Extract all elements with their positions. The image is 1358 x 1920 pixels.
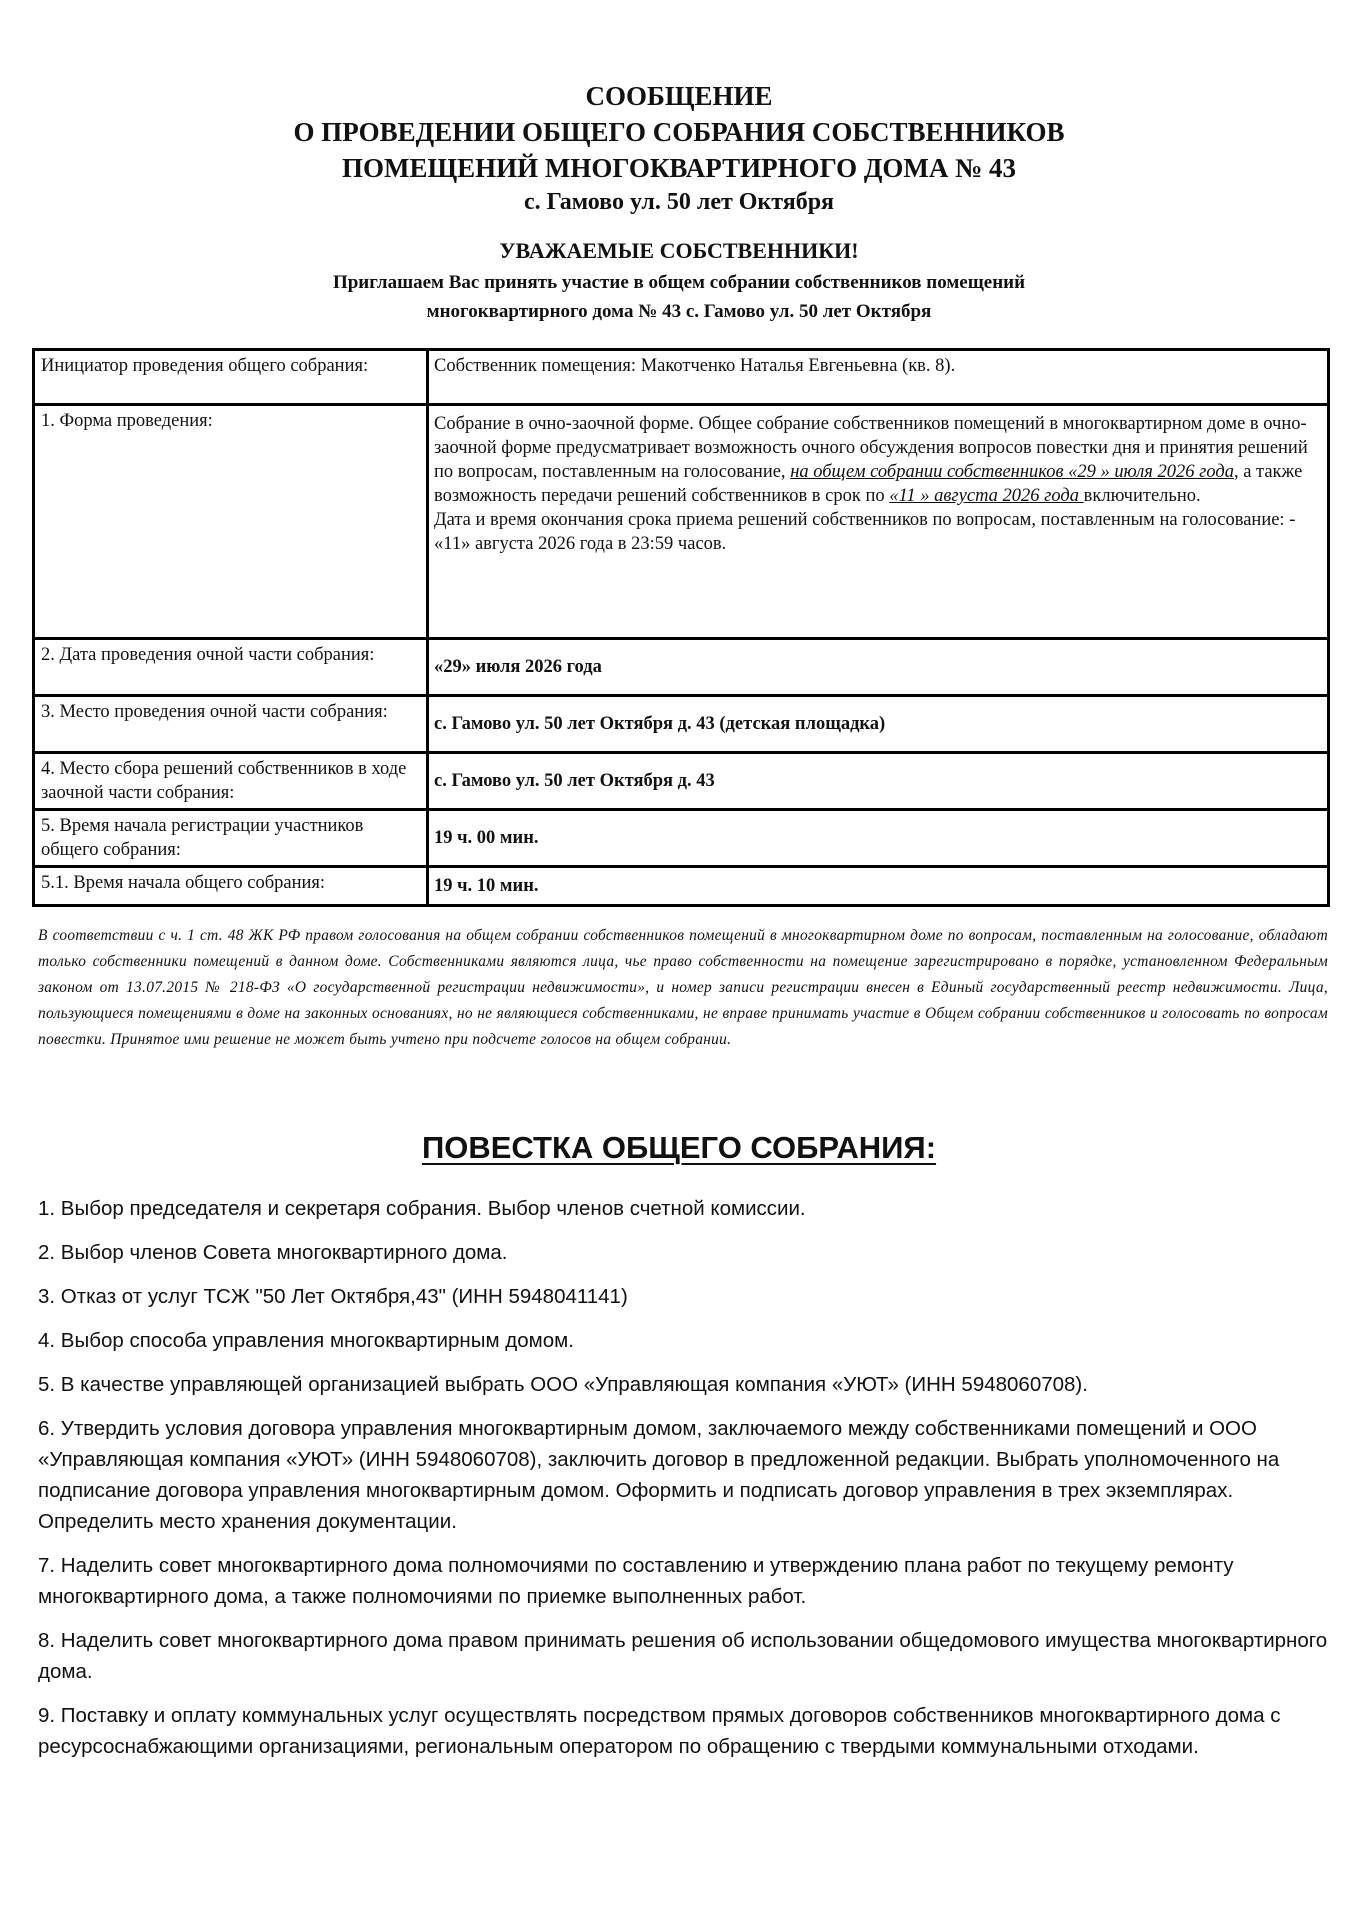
table-row-registration [34, 810, 1329, 867]
form-text-1: Собрание в очно-заочной форме. Общее собрание собственников помещений в многоквартирном доме в очно-заочной форме предусматривает возможность очного обсуждения вопросов повестки дня и принятия решений по вопросам, поставленным на голосование, [434, 414, 1308, 482]
date-value: «29» июля 2026 года [428, 639, 1329, 696]
agenda-item-1: 1. Выбор председателя и секретаря собрания. Выбор членов счетной комиссии. [38, 1197, 806, 1220]
form-link-1: на общем собрании собственников «29 » июля 2026 года [790, 462, 1234, 482]
table-row-form [34, 405, 1329, 639]
form-label: 1. Форма проведения: [34, 405, 428, 639]
agenda-item-5: 5. В качестве управляющей организацией выбрать ООО «Управляющая компания «УЮТ» (ИНН 5948060708). [38, 1373, 1088, 1396]
agenda-list [38, 1193, 1328, 1775]
form-text-2: , а также возможность передачи решений собственников в срок по [434, 462, 1303, 506]
start-label: 5.1. Время начала общего собрания: [34, 867, 428, 906]
place-value: с. Гамово ул. 50 лет Октября д. 43 (детская площадка) [428, 696, 1329, 753]
agenda-item-4: 4. Выбор способа управления многоквартирным домом. [38, 1329, 574, 1352]
title-line-3: ПОМЕЩЕНИЙ МНОГОКВАРТИРНОГО ДОМА № 43 [341, 153, 1017, 183]
invitation-line-2: многоквартирного дома № 43 с. Гамово ул. 50 лет Октября [426, 301, 932, 322]
title-line-2: О ПРОВЕДЕНИИ ОБЩЕГО СОБРАНИЯ СОБСТВЕННИКОВ [293, 117, 1065, 147]
agenda-item-3: 3. Отказ от услуг ТСЖ "50 Лет Октября,43" (ИНН 5948041141) [38, 1285, 628, 1308]
agenda-item-2: 2. Выбор членов Совета многоквартирного дома. [38, 1241, 508, 1264]
date-label: 2. Дата проведения очной части собрания: [34, 639, 428, 696]
collect-value: с. Гамово ул. 50 лет Октября д. 43 [428, 753, 1329, 810]
form-text-4: Дата и время окончания срока приема решений собственников по вопросам, поставленным на голосование: - «11» августа 2026 года в 23:59 часов. [434, 510, 1296, 554]
agenda-item-8: 8. Наделить совет многоквартирного дома правом принимать решения об использовании общедомового имущества многоквартирного дома. [38, 1629, 1328, 1683]
registration-value: 19 ч. 00 мин. [428, 810, 1329, 867]
table-row-initiator [34, 350, 1329, 405]
agenda-title [0, 1130, 1358, 1166]
collect-label: 4. Место сбора решений собственников в ходе заочной части собрания: [34, 753, 428, 810]
start-value: 19 ч. 10 мин. [428, 867, 1329, 906]
registration-label: 5. Время начала регистрации участников общего собрания: [34, 810, 428, 867]
table-row-date [34, 639, 1329, 696]
legal-note: В соответствии с ч. 1 ст. 48 ЖК РФ правом голосования на общем собрании собственников помещений в многоквартирном доме по вопросам, поставленным на голосование, обладают только собственники помещений в данном доме. Собственниками являются лица, чье право собственности на помещение зарегистрировано в порядке, установленном Федеральным законом от 13.07.2015 № 218-ФЗ «О государственной регистрации недвижимости», и номер записи регистрации внесен в Единый государственный реестр недвижимости. Лица, пользующиеся помещениями в доме на законных основаниях, но не являющиеся собственниками, не вправе принимать участие в Общем собрании собственников и голосовать по вопросам повестки. Принятое ими решение не может быть учтено при подсчете голосов на общем собрании. [38, 927, 1328, 1048]
meeting-info-table [32, 348, 1330, 907]
initiator-label: Инициатор проведения общего собрания: [34, 350, 428, 405]
agenda-item-9: 9. Поставку и оплату коммунальных услуг осуществлять посредством прямых договоров собственников многоквартирного дома с ресурсоснабжающими организациями, региональным оператором по обращению с твердыми коммунальными отходами. [38, 1704, 1281, 1758]
form-text-3: включительно. [1083, 486, 1201, 506]
greeting: УВАЖАЕМЫЕ СОБСТВЕННИКИ! [499, 238, 859, 263]
title-address: с. Гамово ул. 50 лет Октября [523, 189, 835, 215]
title-line-1: СООБЩЕНИЕ [585, 81, 773, 111]
initiator-value: Собственник помещения: Макотченко Наталья Евгеньевна (кв. 8). [428, 350, 1329, 405]
agenda-item-7: 7. Наделить совет многоквартирного дома полномочиями по составлению и утверждению плана работ по текущему ремонту многоквартирного дома, а также полномочиями по приемке выполненных работ. [38, 1554, 1234, 1608]
agenda-title-text: ПОВЕСТКА ОБЩЕГО СОБРАНИЯ: [421, 1130, 937, 1165]
form-value [428, 405, 1329, 639]
document-header [0, 78, 1358, 218]
table-row-collect [34, 753, 1329, 810]
invitation [0, 268, 1358, 326]
table-row-place [34, 696, 1329, 753]
place-label: 3. Место проведения очной части собрания: [34, 696, 428, 753]
invitation-line-1: Приглашаем Вас принять участие в общем собрании собственников помещений [332, 272, 1026, 293]
form-link-2: «11 » августа 2026 года [889, 486, 1084, 506]
table-row-start [34, 867, 1329, 906]
agenda-item-6: 6. Утвердить условия договора управления многоквартирным домом, заключаемого между собственниками помещений и ООО «Управляющая компания «УЮТ» (ИНН 5948060708), заключить договор в предложенной редакции. Выбрать уполномоченного на подписание договора управления многоквартирным домом. Оформить и подписать договор управления в трех экземплярах. Определить место хранения документации. [38, 1417, 1280, 1533]
